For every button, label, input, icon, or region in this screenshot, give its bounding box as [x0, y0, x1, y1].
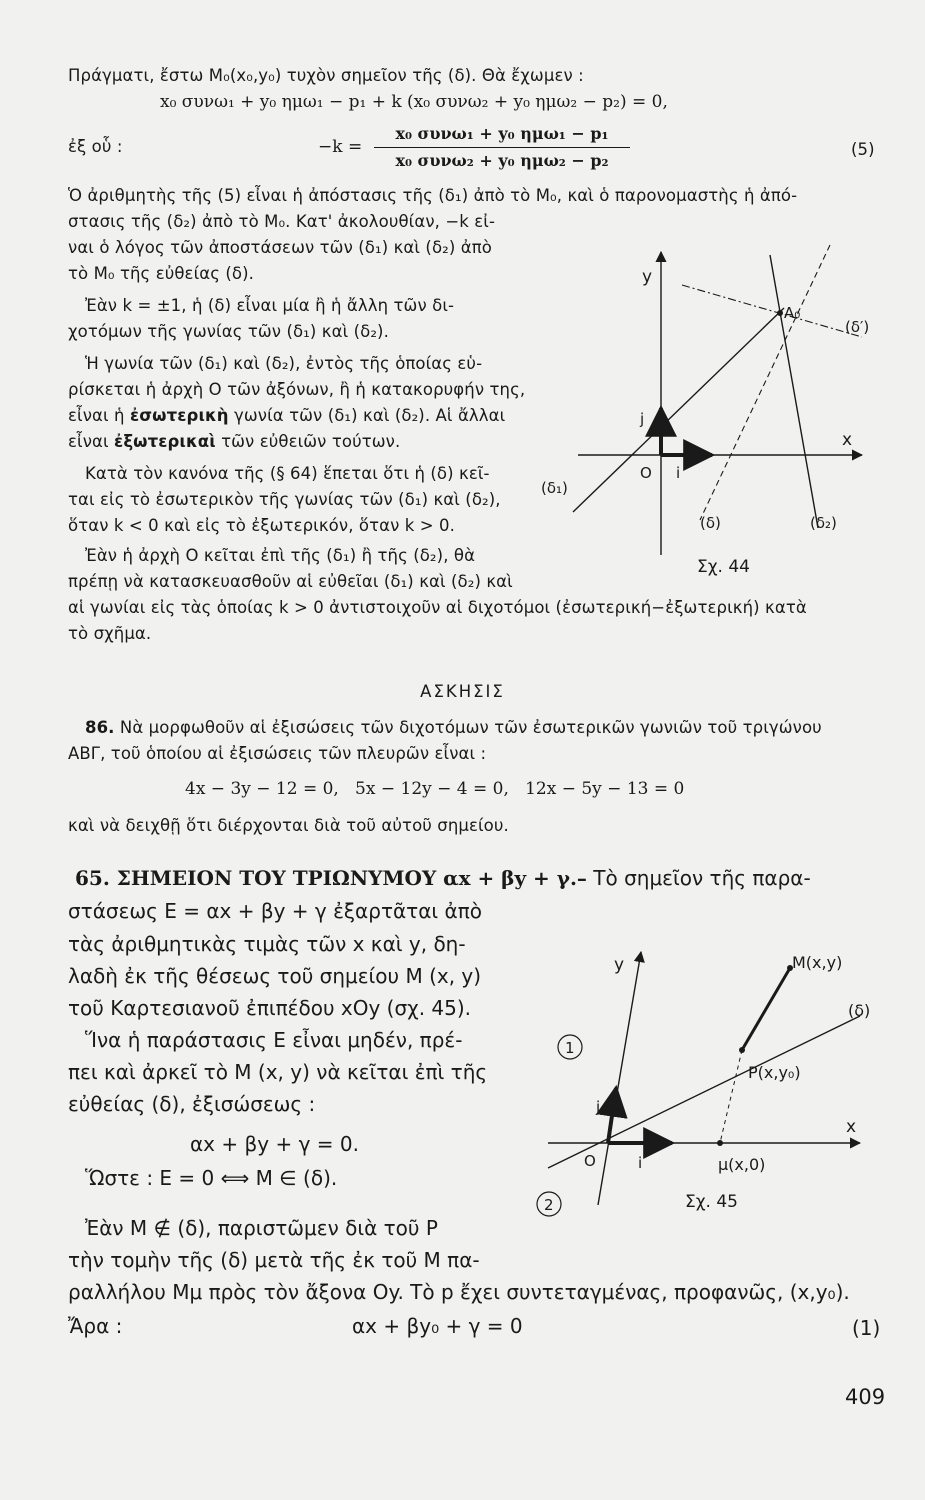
point-A0	[777, 310, 783, 316]
para-6-line-2: πρέπῃ νὰ κατασκευασθοῦν αἱ εὐθεῖαι (δ₁) καὶ (δ₂) καὶ	[68, 572, 513, 591]
fig45-y-label: y	[614, 955, 625, 975]
fig44-A0-label: A₀	[784, 304, 801, 322]
section-65-line-11: ραλλήλου Mμ πρὸς τὸν ἄξονα Oy. Τὸ p ἔχει συντεταγμένας, προφανῶς, (x,y₀).	[68, 1280, 850, 1304]
fraction-bar	[374, 147, 630, 148]
exercises-heading: ΑΣΚΗΣΙΣ	[420, 682, 505, 701]
figure-44	[535, 225, 885, 585]
para-2-line-2: στασις τῆς (δ₂) ἀπὸ τὸ M₀. Κατ' ἀκολουθίαν, −k εἰ-	[68, 212, 496, 231]
fig44-delta-label: (δ)	[700, 514, 721, 532]
fig45-i-label: i	[638, 1154, 643, 1172]
line-delta	[700, 245, 830, 520]
para-3-line-1: Ἐὰν k = ±1, ἡ (δ) εἶναι μία ἢ ἡ ἄλλη τῶν δι-	[85, 296, 455, 315]
para-6-line-1: Ἐὰν ἡ ἀρχὴ O κεῖται ἐπὶ τῆς (δ₁) ἢ τῆς (δ₂), θὰ	[85, 546, 476, 565]
line-delta-prime	[682, 285, 862, 337]
section-65-line-2: στάσεως E = αx + βy + γ ἐξαρτᾶται ἀπὸ	[68, 899, 482, 923]
para-4-line-4: εἶναι ἐξωτερικαὶ τῶν εὐθειῶν τούτων.	[68, 432, 401, 451]
para-4-line-1: Ἡ γωνία τῶν (δ₁) καὶ (δ₂), ἐντὸς τῆς ὁποίας εὑ-	[85, 354, 483, 373]
para-6-line-3: αἱ γωνίαι εἰς τὰς ὁποίας k > 0 ἀντιστοιχοῦν αἱ διχοτόμοι (ἐσωτερική−ἐξωτερική) κατὰ	[68, 598, 807, 617]
fig45-x-label: x	[846, 1117, 857, 1137]
section-65-ara: Ἄρα :	[68, 1314, 123, 1338]
fig45-caption: Σχ. 45	[685, 1192, 739, 1212]
para-4-line-2: ρίσκεται ἡ ἀρχὴ O τῶν ἀξόνων, ἢ ἡ κατακορυφήν της,	[68, 380, 526, 399]
fig44-y-label: y	[642, 267, 653, 287]
intro-line: Πράγματι, ἔστω M₀(x₀,y₀) τυχὸν σημεῖον τῆς (δ). Θὰ ἔχωμεν :	[68, 66, 584, 85]
ex-ou-label: ἐξ οὗ :	[68, 137, 123, 156]
section-65-line-10: τὴν τομὴν τῆς (δ) μετὰ τῆς ἐκ τοῦ M πα-	[68, 1248, 480, 1272]
section-65-hoste: Ὥστε : E = 0 ⟺ M ∈ (δ).	[85, 1166, 338, 1190]
section-65-line-8: εὐθείας (δ), ἐξισώσεως :	[68, 1092, 316, 1116]
para-5-line-2: ται εἰς τὸ ἐσωτερικὸν τῆς γωνίας τῶν (δ₁) καὶ (δ₂),	[68, 490, 501, 509]
fig45-point-mu	[717, 1140, 723, 1146]
fraction-numerator: x₀ συνω₁ + y₀ ημω₁ − p₁	[395, 124, 609, 143]
exercise-86-equations: 4x − 3y − 12 = 0, 5x − 12y − 4 = 0, 12x − 5y − 13 = 0	[185, 779, 685, 799]
exercise-86-line-1: 86. Νὰ μορφωθοῦν αἱ ἐξισώσεις τῶν διχοτόμων τῶν ἐσωτερικῶν γωνιῶν τοῦ τριγώνου	[85, 718, 822, 737]
region-1-label: 1	[565, 1039, 575, 1057]
equation-label-5: (5)	[851, 140, 875, 159]
fig44-j-label: j	[640, 410, 645, 428]
minus-k: −k =	[318, 137, 363, 157]
fig44-i-label: i	[676, 464, 681, 482]
fraction-denominator: x₀ συνω₂ + y₀ ημω₂ − p₂	[395, 151, 609, 170]
fig44-caption: Σχ. 44	[697, 557, 751, 577]
fig45-M-label: M(x,y)	[792, 953, 843, 972]
section-65-line-9: Ἐὰν M ∉ (δ), παριστῶμεν διὰ τοῦ P	[85, 1216, 438, 1240]
para-2-line-4: τὸ M₀ τῆς εὐθείας (δ).	[68, 264, 254, 283]
equation-1: x₀ συνω₁ + y₀ ημω₁ − p₁ + k (x₀ συνω₂ + y₀ ημω₂ − p₂) = 0,	[160, 92, 668, 112]
fig45-mu-label: μ(x,0)	[718, 1155, 766, 1174]
fig45-point-P	[739, 1047, 745, 1053]
fig45-segment-MP	[742, 968, 790, 1050]
section-65-line-7: πει καὶ ἀρκεῖ τὸ M (x, y) νὰ κεῖται ἐπὶ τῆς	[68, 1060, 488, 1084]
para-3-line-2: χοτόμων τῆς γωνίας τῶν (δ₁) καὶ (δ₂).	[68, 322, 389, 341]
fig45-line-delta	[548, 1016, 860, 1168]
section-65-line-equation: αx + βy + γ = 0.	[190, 1132, 359, 1156]
section-65-line-4: λαδὴ ἐκ τῆς θέσεως τοῦ σημείου M (x, y)	[68, 964, 482, 988]
section-65-title-line: 65. ΣΗΜΕΙΟΝ ΤΟΥ ΤΡΙΩΝΥΜΟΥ αx + βy + γ.– Τὸ σημεῖον τῆς παρα-	[75, 866, 811, 890]
fig45-segment-Pmu	[720, 1050, 742, 1143]
para-6-line-4: τὸ σχῆμα.	[68, 624, 152, 643]
fig44-delta-prime-label: (δ′)	[845, 318, 870, 336]
para-4-line-3: εἶναι ἡ ἐσωτερικὴ γωνία τῶν (δ₁) καὶ (δ₂). Αἱ ἄλλαι	[68, 406, 506, 425]
para-5-line-3: ὅταν k < 0 καὶ εἰς τὸ ἐξωτερικόν, ὅταν k > 0.	[68, 516, 455, 535]
fig45-P-label: P(x,y₀)	[748, 1063, 801, 1082]
page-number: 409	[845, 1385, 886, 1409]
figure-45	[525, 920, 895, 1220]
fig45-y-axis	[598, 952, 641, 1205]
fig45-O-label: O	[584, 1152, 596, 1170]
fig44-x-label: x	[842, 430, 853, 450]
section-65-line-6: Ἵνα ἡ παράστασις E εἶναι μηδέν, πρέ-	[85, 1028, 463, 1052]
section-65-line-5: τοῦ Καρτεσιανοῦ ἐπιπέδου xOy (σχ. 45).	[68, 996, 472, 1020]
section-65-final-label: (1)	[852, 1316, 881, 1340]
exercise-86-line-3: καὶ νὰ δειχθῇ ὅτι διέρχονται διὰ τοῦ αὐτοῦ σημείου.	[68, 816, 509, 835]
line-delta2	[770, 255, 818, 528]
region-2-label: 2	[544, 1196, 554, 1214]
fig45-delta-label: (δ)	[848, 1001, 871, 1020]
fig44-O-label: O	[640, 464, 652, 482]
exercise-86-line-2: ΑΒΓ, τοῦ ὁποίου αἱ ἐξισώσεις τῶν πλευρῶν εἶναι :	[68, 744, 487, 763]
fig45-j-label: j	[596, 1098, 601, 1116]
para-2-line-3: ναι ὁ λόγος τῶν ἀποστάσεων τῶν (δ₁) καὶ (δ₂) ἀπὸ	[68, 238, 492, 257]
fig44-delta1-label: (δ₁)	[541, 479, 568, 497]
para-2-line-1: Ὁ ἀριθμητὴς τῆς (5) εἶναι ἡ ἀπόστασις τῆς (δ₁) ἀπὸ τὸ M₀, καὶ ὁ παρονομαστὴς ἡ ἀπό-	[68, 186, 798, 205]
fig44-delta2-label: (δ₂)	[810, 514, 837, 532]
section-65-line-3: τὰς ἀριθμητικὰς τιμὰς τῶν x καὶ y, δη-	[68, 932, 466, 956]
para-5-line-1: Κατὰ τὸν κανόνα τῆς (§ 64) ἕπεται ὅτι ἡ (δ) κεῖ-	[85, 464, 490, 483]
section-65-final-equation: αx + βy₀ + γ = 0	[352, 1314, 523, 1338]
